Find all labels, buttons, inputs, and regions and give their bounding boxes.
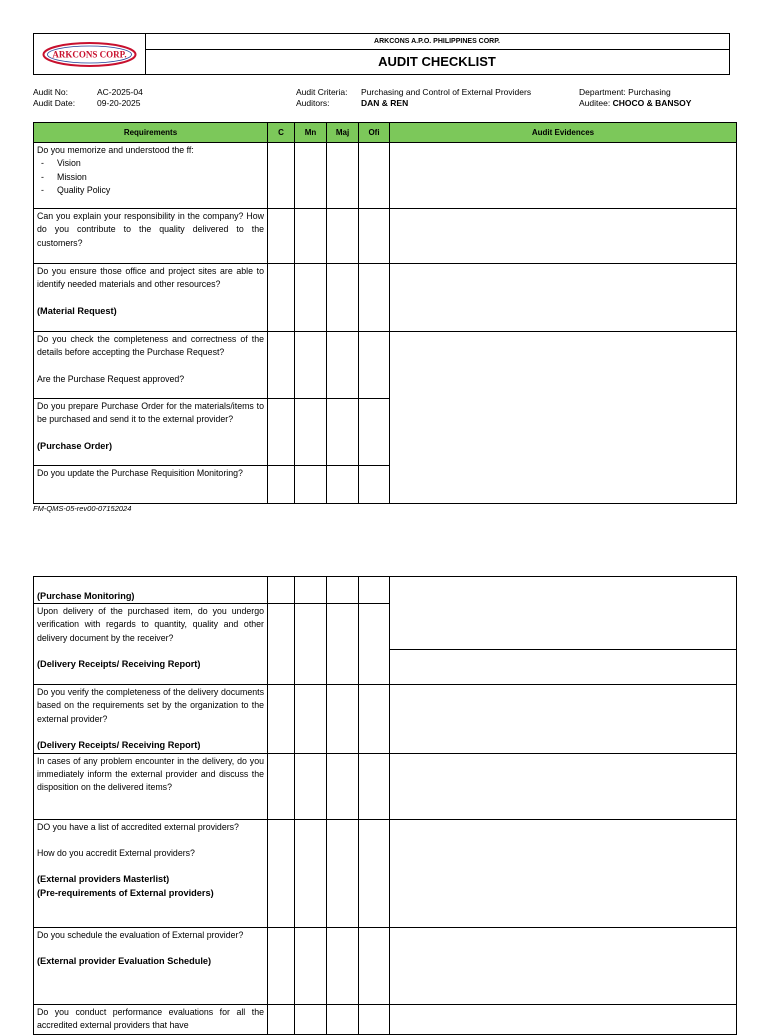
page-title: AUDIT CHECKLIST bbox=[378, 54, 496, 69]
mn-cell[interactable] bbox=[295, 1004, 327, 1034]
table-row bbox=[34, 264, 737, 332]
list-item: - Quality Policy bbox=[57, 184, 264, 197]
c-cell[interactable] bbox=[268, 819, 295, 927]
requirement-cell bbox=[34, 927, 268, 1004]
requirement-doc-label: (Pre-requirements of External providers) bbox=[37, 887, 214, 898]
mn-cell[interactable] bbox=[295, 332, 327, 399]
mn-cell[interactable] bbox=[295, 209, 327, 264]
ofi-cell[interactable] bbox=[359, 264, 390, 332]
table-row bbox=[34, 577, 737, 604]
auditee-label: Auditee: bbox=[579, 98, 611, 108]
evidence-cell[interactable] bbox=[390, 819, 737, 927]
table-row bbox=[34, 753, 737, 819]
maj-cell[interactable] bbox=[327, 1004, 359, 1034]
col-mn: Mn bbox=[295, 123, 327, 143]
list-item: - Vision bbox=[57, 157, 264, 170]
col-maj: Maj bbox=[327, 123, 359, 143]
maj-cell[interactable] bbox=[327, 466, 359, 504]
c-cell[interactable] bbox=[268, 466, 295, 504]
maj-cell[interactable] bbox=[327, 143, 359, 209]
company-logo bbox=[42, 42, 137, 67]
col-ofi: Ofi bbox=[359, 123, 390, 143]
c-cell[interactable] bbox=[268, 399, 295, 466]
requirement-cell bbox=[34, 753, 268, 819]
mn-cell[interactable] bbox=[295, 685, 327, 754]
evidence-cell[interactable] bbox=[390, 209, 737, 264]
logo-text: ARKCONS CORP. bbox=[52, 49, 127, 60]
col-evidences: Audit Evidences bbox=[390, 123, 737, 143]
ofi-cell[interactable] bbox=[359, 466, 390, 504]
audit-meta-left bbox=[33, 87, 143, 109]
requirement-cell bbox=[34, 1004, 268, 1034]
mn-cell[interactable] bbox=[295, 577, 327, 604]
ofi-cell[interactable] bbox=[359, 399, 390, 466]
requirement-text: Upon delivery of the purchased item, do you undergo verification with regards to quantity, quality and other delivery document by the receiver? bbox=[37, 606, 264, 643]
col-c: C bbox=[268, 123, 295, 143]
company-name: ARKCONS A.P.O. PHILIPPINES CORP. bbox=[145, 34, 729, 50]
mn-cell[interactable] bbox=[295, 753, 327, 819]
table-row bbox=[34, 819, 737, 927]
requirement-text: Are the Purchase Request approved? bbox=[37, 373, 185, 384]
evidence-cell[interactable] bbox=[390, 1004, 737, 1034]
requirement-text: Do you verify the completeness of the delivery documents based on the requirements set by the organization to the external provider? bbox=[37, 687, 264, 724]
c-cell[interactable] bbox=[268, 1004, 295, 1034]
requirement-text: Can you explain your responsibility in the company? How do you contribute to the quality delivered to the customers? bbox=[37, 211, 264, 248]
ofi-cell[interactable] bbox=[359, 685, 390, 754]
department-value: Purchasing bbox=[628, 87, 671, 97]
audit-meta-middle bbox=[296, 87, 531, 109]
requirement-text: Do you check the completeness and correctness of the details before accepting the Purchase Request? bbox=[37, 334, 264, 358]
mn-cell[interactable] bbox=[295, 604, 327, 685]
requirement-text: In cases of any problem encounter in the delivery, do you immediately inform the external provider and discuss the disposition on the delivered items? bbox=[37, 755, 264, 793]
c-cell[interactable] bbox=[268, 143, 295, 209]
ofi-cell[interactable] bbox=[359, 1004, 390, 1034]
requirement-cell bbox=[34, 604, 268, 685]
audit-date-value: 09-20-2025 bbox=[97, 98, 141, 108]
criteria-label: Audit Criteria: bbox=[296, 87, 348, 97]
requirement-doc-label: (Delivery Receipts/ Receiving Report) bbox=[37, 740, 201, 751]
requirement-cell bbox=[34, 685, 268, 754]
checklist-table-page2 bbox=[33, 576, 737, 1035]
audit-meta-right bbox=[579, 87, 691, 109]
requirement-cell bbox=[34, 819, 268, 927]
maj-cell[interactable] bbox=[327, 332, 359, 399]
requirement-cell bbox=[34, 143, 268, 209]
requirement-text: Do you memorize and understood the ff: bbox=[37, 145, 194, 155]
c-cell[interactable] bbox=[268, 927, 295, 1004]
ofi-cell[interactable] bbox=[359, 577, 390, 604]
ofi-cell[interactable] bbox=[359, 753, 390, 819]
document-header bbox=[33, 33, 730, 75]
form-code: FM-QMS-05-rev00-07152024 bbox=[33, 504, 132, 513]
requirement-cell bbox=[34, 264, 268, 332]
requirement-doc-label: (External provider Evaluation Schedule) bbox=[37, 956, 212, 967]
c-cell[interactable] bbox=[268, 604, 295, 685]
evidence-cell[interactable] bbox=[390, 685, 737, 754]
requirement-cell bbox=[34, 332, 268, 399]
maj-cell[interactable] bbox=[327, 819, 359, 927]
requirement-doc-label: (Purchase Order) bbox=[37, 440, 113, 451]
requirement-cell bbox=[34, 466, 268, 504]
mn-cell[interactable] bbox=[295, 143, 327, 209]
ofi-cell[interactable] bbox=[359, 209, 390, 264]
c-cell[interactable] bbox=[268, 332, 295, 399]
requirement-doc-label: (Purchase Monitoring) bbox=[37, 590, 135, 601]
c-cell[interactable] bbox=[268, 209, 295, 264]
requirement-doc-label: (External providers Masterlist) bbox=[37, 874, 170, 885]
maj-cell[interactable] bbox=[327, 399, 359, 466]
evidence-cell[interactable] bbox=[390, 264, 737, 332]
mn-cell[interactable] bbox=[295, 466, 327, 504]
maj-cell[interactable] bbox=[327, 577, 359, 604]
maj-cell[interactable] bbox=[327, 264, 359, 332]
mn-cell[interactable] bbox=[295, 264, 327, 332]
ofi-cell[interactable] bbox=[359, 604, 390, 685]
evidence-cell[interactable] bbox=[390, 927, 737, 1004]
auditors-label: Auditors: bbox=[296, 98, 330, 108]
evidence-cell[interactable] bbox=[390, 577, 737, 685]
auditors-value: DAN & REN bbox=[361, 98, 409, 108]
maj-cell[interactable] bbox=[327, 753, 359, 819]
ofi-cell[interactable] bbox=[359, 332, 390, 399]
table-row bbox=[34, 927, 737, 1004]
table-row bbox=[34, 209, 737, 264]
mn-cell[interactable] bbox=[295, 819, 327, 927]
requirement-cell bbox=[34, 399, 268, 466]
ofi-cell[interactable] bbox=[359, 927, 390, 1004]
criteria-value: Purchasing and Control of External Providers bbox=[361, 87, 532, 97]
list-item: - Mission bbox=[57, 171, 264, 184]
checklist-table-page1 bbox=[33, 122, 737, 504]
c-cell[interactable] bbox=[268, 753, 295, 819]
c-cell[interactable] bbox=[268, 577, 295, 604]
mn-cell[interactable] bbox=[295, 399, 327, 466]
department-label: Department: bbox=[579, 87, 626, 97]
table-header-row bbox=[34, 123, 737, 143]
table-row bbox=[34, 332, 737, 399]
maj-cell[interactable] bbox=[327, 209, 359, 264]
requirement-doc-label: (Delivery Receipts/ Receiving Report) bbox=[37, 659, 201, 670]
c-cell[interactable] bbox=[268, 685, 295, 754]
auditee-value: CHOCO & BANSOY bbox=[612, 98, 692, 108]
evidence-cell[interactable] bbox=[390, 143, 737, 209]
requirement-list bbox=[37, 157, 264, 197]
requirement-cell bbox=[34, 209, 268, 264]
audit-no-label: Audit No: bbox=[33, 87, 68, 97]
requirement-text: Do you prepare Purchase Order for the materials/items to be purchased and send it to the external provider? bbox=[37, 401, 264, 425]
table-row bbox=[34, 1004, 737, 1034]
requirement-text: Do you schedule the evaluation of External provider? bbox=[37, 929, 244, 940]
requirement-text: Do you ensure those office and project sites are able to identify needed materials and other resources? bbox=[37, 266, 264, 290]
audit-no-value: AC-2025-04 bbox=[97, 87, 143, 97]
requirement-text: Do you conduct performance evaluations for all the accredited external providers that have bbox=[37, 1006, 264, 1031]
logo-cell bbox=[34, 34, 146, 74]
requirement-cell bbox=[34, 577, 268, 604]
col-requirements: Requirements bbox=[34, 123, 268, 143]
evidence-cell[interactable] bbox=[390, 753, 737, 819]
requirement-text: Do you update the Purchase Requisition Monitoring? bbox=[37, 468, 243, 478]
table-row bbox=[34, 143, 737, 209]
ofi-cell[interactable] bbox=[359, 819, 390, 927]
evidence-cell[interactable] bbox=[390, 332, 737, 504]
table-row bbox=[34, 685, 737, 754]
requirement-text: DO you have a list of accredited external providers? bbox=[37, 821, 239, 832]
audit-date-label: Audit Date: bbox=[33, 98, 76, 108]
ofi-cell[interactable] bbox=[359, 143, 390, 209]
maj-cell[interactable] bbox=[327, 604, 359, 685]
requirement-doc-label: (Material Request) bbox=[37, 305, 117, 316]
c-cell[interactable] bbox=[268, 264, 295, 332]
mn-cell[interactable] bbox=[295, 927, 327, 1004]
requirement-text: How do you accredit External providers? bbox=[37, 848, 195, 859]
maj-cell[interactable] bbox=[327, 927, 359, 1004]
maj-cell[interactable] bbox=[327, 685, 359, 754]
